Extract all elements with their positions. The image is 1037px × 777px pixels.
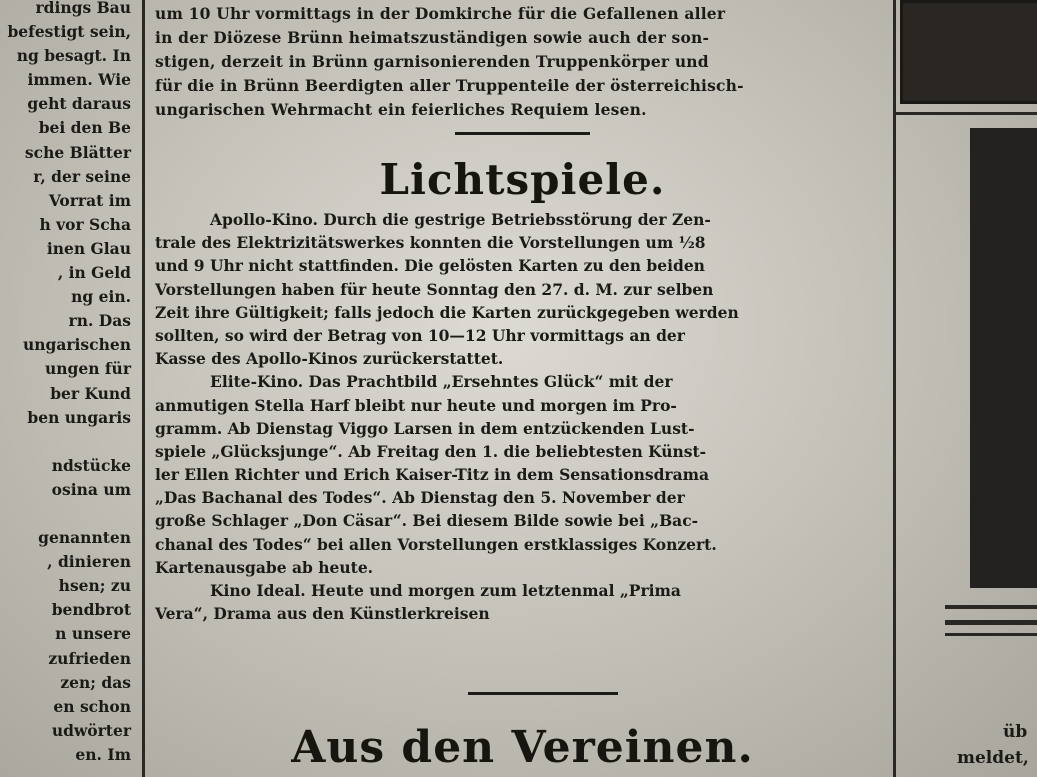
left-column bbox=[0, 0, 135, 767]
article-line: und 9 Uhr nicht stattfinden. Die gelösten Karten zu den beiden bbox=[155, 256, 705, 276]
article-line: Elite-Kino. Das Prachtbild „Ersehntes Glück“ mit der bbox=[210, 372, 673, 392]
text-line: ungen für bbox=[44, 359, 131, 379]
text-line: , in Geld bbox=[57, 263, 131, 283]
text-line: , dinieren bbox=[47, 552, 131, 572]
text-line: osina um bbox=[51, 479, 131, 499]
heading-aus-den-vereinen: Aus den Vereinen. bbox=[291, 722, 754, 773]
right-rule-3 bbox=[945, 620, 1037, 625]
text-line: n unsere bbox=[55, 624, 131, 644]
article-line: Apollo-Kino. Durch die gestrige Betriebsstörung der Zen- bbox=[210, 210, 711, 229]
article-line: trale des Elektrizitätswerkes konnten die Vorstellungen um ½8 bbox=[155, 233, 706, 253]
text-line: um 10 Uhr vormittags in der Domkirche für die Gefallenen aller bbox=[155, 4, 726, 23]
text-line: bendbrot bbox=[51, 600, 131, 620]
article-line: Kartenausgabe ab heute. bbox=[155, 557, 374, 577]
article-line: gramm. Ab Dienstag Viggo Larsen in dem entzückenden Lust- bbox=[155, 418, 695, 438]
separator-bottom bbox=[468, 692, 618, 695]
text-line: ungarischen Wehrmacht ein feierliches Requiem lesen. bbox=[155, 100, 647, 120]
text-line: zufrieden bbox=[48, 648, 131, 668]
text-line: hsen; zu bbox=[58, 576, 131, 596]
left-column-rule bbox=[142, 0, 145, 777]
article-line: große Schlager „Don Cäsar“. Bei diesem Bilde sowie bei „Bac- bbox=[155, 511, 699, 531]
lichtspiele-article bbox=[150, 208, 895, 625]
article-line: Kino Ideal. Heute und morgen zum letztenmal „Prima bbox=[210, 581, 681, 600]
article-line: Vera“, Drama aus den Künstlerkreisen bbox=[155, 604, 490, 624]
text-line: en. Im bbox=[75, 744, 131, 764]
text-line: rdings Bau bbox=[35, 0, 131, 17]
right-column-rule bbox=[893, 0, 896, 777]
top-article-block bbox=[150, 2, 895, 122]
article-line: „Das Bachanal des Todes“. Ab Dienstag den 5. November der bbox=[155, 488, 685, 508]
text-line: geht daraus bbox=[27, 94, 131, 114]
text-line: sche Blätter bbox=[24, 142, 131, 162]
text-line: immen. Wie bbox=[27, 70, 131, 90]
article-line: Kasse des Apollo-Kinos zurückerstattet. bbox=[155, 349, 504, 369]
text-line: Vorrat im bbox=[48, 190, 131, 210]
separator-top bbox=[455, 132, 590, 135]
article-line: Zeit ihre Gültigkeit; falls jedoch die Karten zurückgegeben werden bbox=[155, 302, 739, 322]
article-line: chanal des Todes“ bei allen Vorstellungen erstklassiges Konzert. bbox=[155, 534, 717, 554]
text-line: inen Glau bbox=[46, 238, 131, 258]
right-text-line-2: meldet, bbox=[957, 748, 1029, 768]
right-text-line-1: üb bbox=[1003, 722, 1028, 742]
text-line: r, der seine bbox=[33, 166, 131, 186]
text-line: h vor Scha bbox=[39, 214, 131, 234]
text-line: stigen, derzeit in Brünn garnisonierenden Truppenkörper und bbox=[155, 52, 709, 72]
right-rule-4 bbox=[945, 633, 1037, 636]
advertisement-image-top bbox=[900, 0, 1037, 104]
text-line bbox=[0, 502, 135, 526]
text-line: genannten bbox=[38, 528, 131, 548]
advertisement-image-frame bbox=[970, 128, 1037, 588]
text-line: en schon bbox=[53, 696, 131, 716]
text-line: befestigt sein, bbox=[7, 22, 131, 42]
text-line: ben ungaris bbox=[27, 407, 131, 427]
article-line: sollten, so wird der Betrag von 10—12 Uhr vormittags an der bbox=[155, 325, 685, 345]
text-line: ber Kund bbox=[50, 383, 131, 403]
article-line: spiele „Glücksjunge“. Ab Freitag den 1. die beliebtesten Künst- bbox=[155, 441, 707, 461]
text-line: rn. Das bbox=[68, 311, 131, 331]
text-line: udwörter bbox=[51, 720, 131, 740]
article-line: ler Ellen Richter und Erich Kaiser-Titz in dem Sensationsdrama bbox=[155, 465, 710, 485]
text-line bbox=[0, 430, 135, 454]
text-line: für die in Brünn Beerdigten aller Truppenteile der österreichisch- bbox=[155, 76, 744, 96]
article-line: Vorstellungen haben für heute Sonntag den 27. d. M. zur selben bbox=[155, 279, 714, 299]
heading-lichtspiele: Lichtspiele. bbox=[379, 155, 666, 204]
text-line: ndstücke bbox=[51, 455, 131, 475]
text-line: zen; das bbox=[60, 672, 131, 692]
right-rule-1 bbox=[896, 112, 1037, 115]
text-line: ng ein. bbox=[71, 287, 131, 307]
right-rule-2 bbox=[945, 605, 1037, 609]
text-line: ungarischen bbox=[22, 335, 131, 355]
article-line: anmutigen Stella Harf bleibt nur heute und morgen im Pro- bbox=[155, 395, 677, 415]
text-line: bei den Be bbox=[38, 118, 131, 138]
text-line: ng besagt. In bbox=[16, 46, 131, 66]
text-line: in der Diözese Brünn heimatszuständigen sowie auch der son- bbox=[155, 28, 710, 48]
